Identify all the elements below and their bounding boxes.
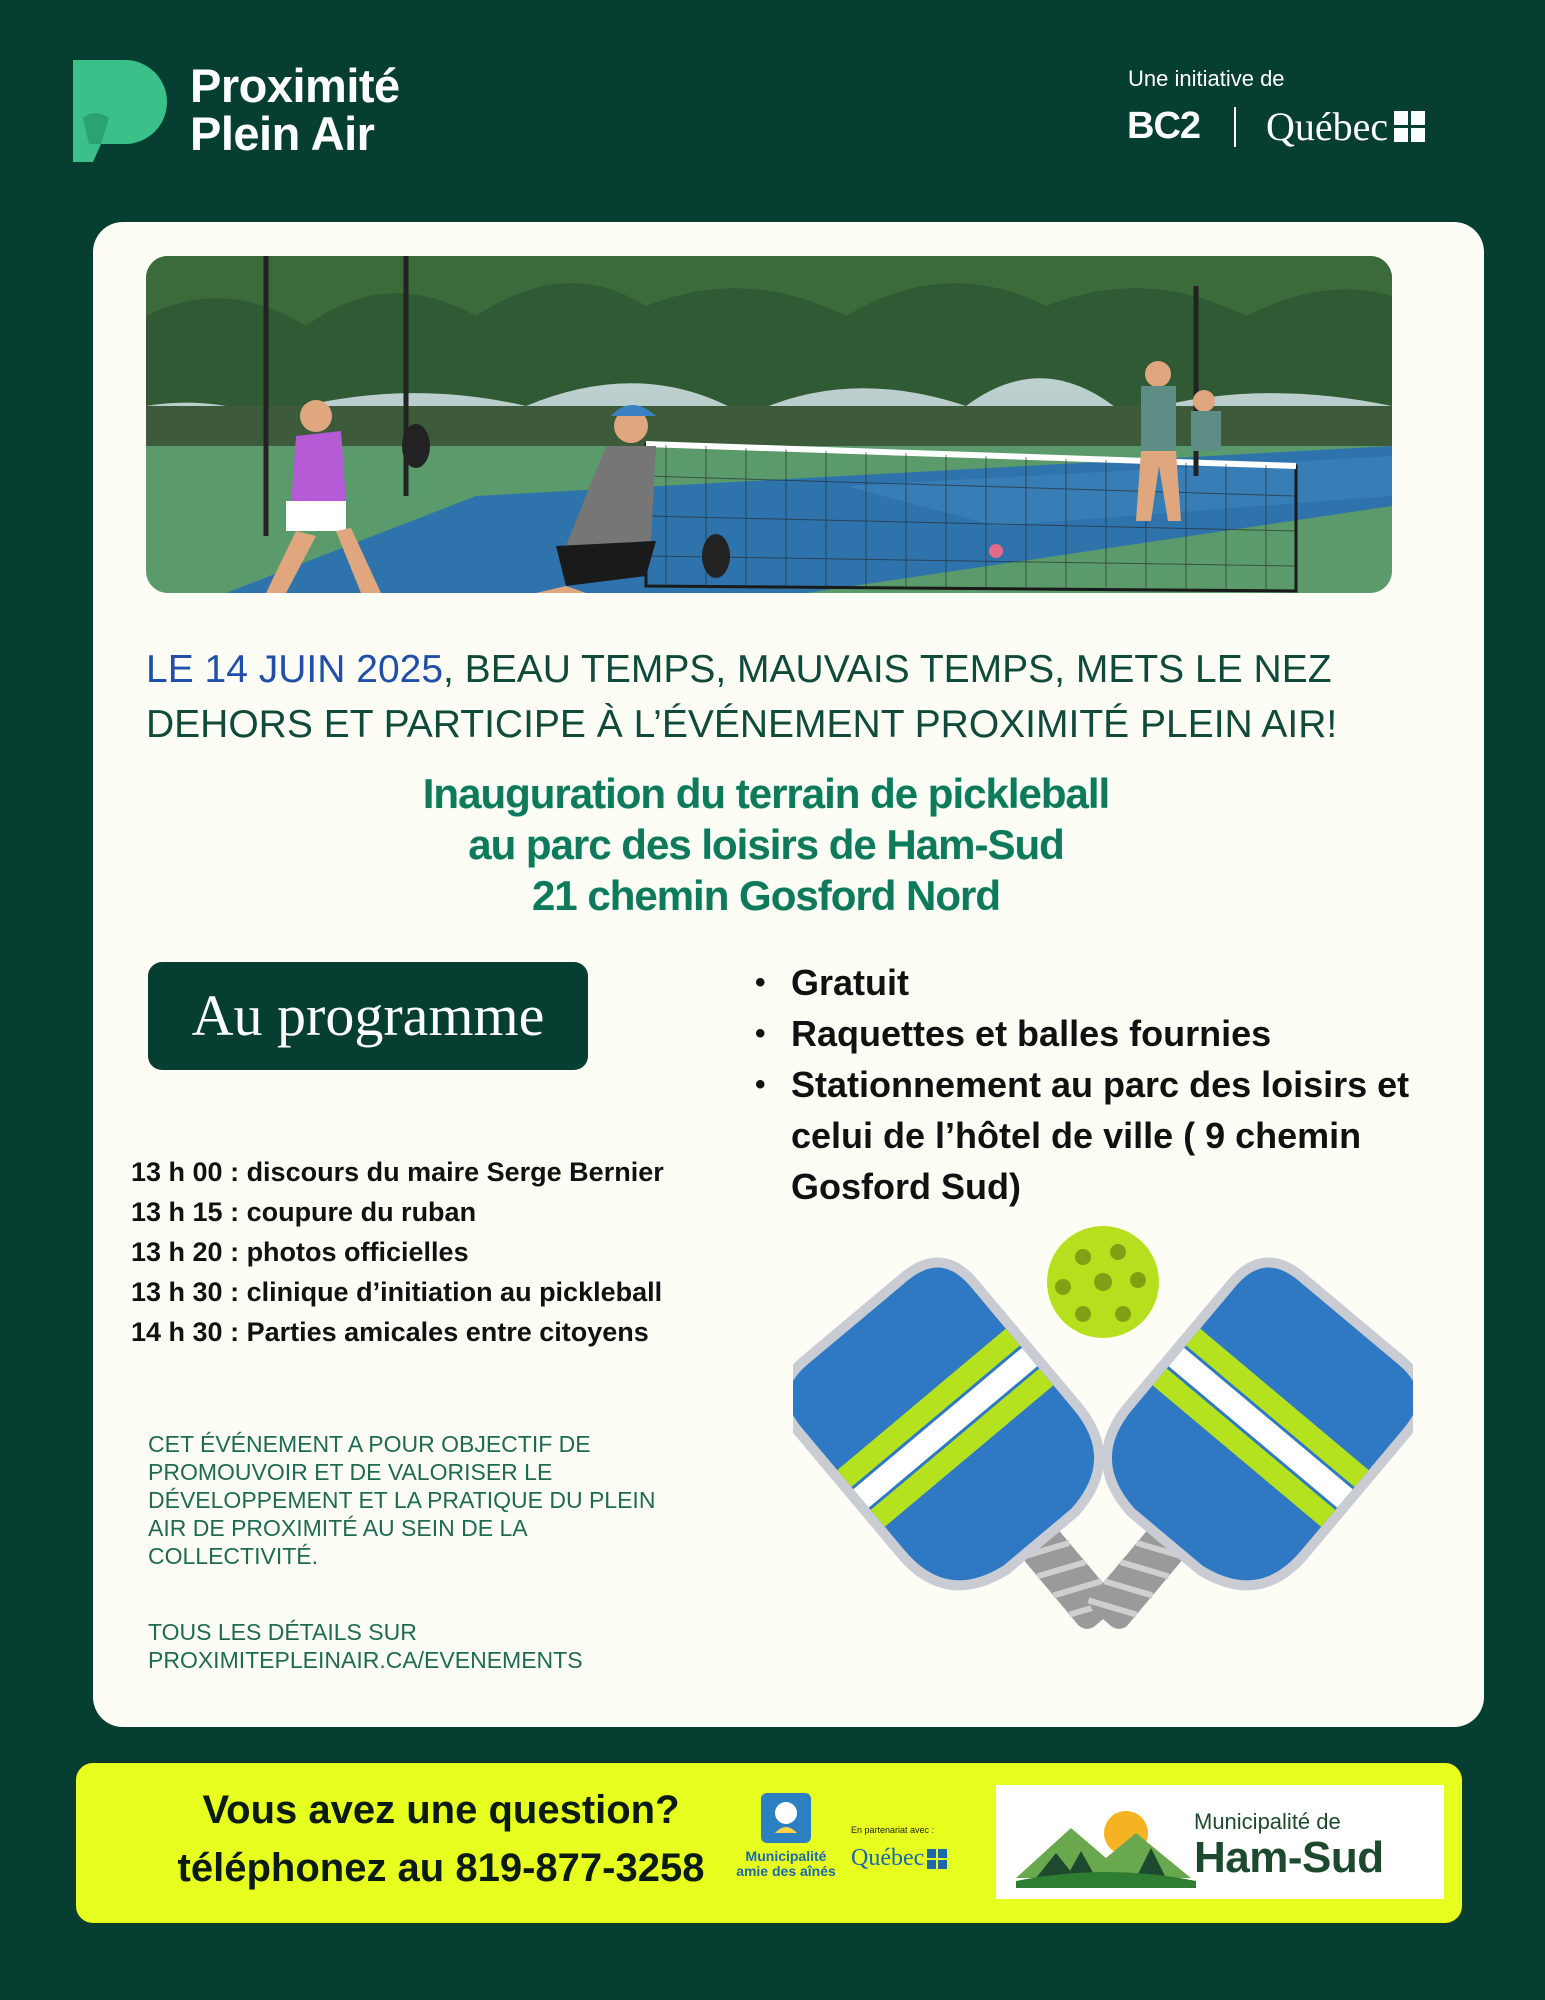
- schedule-text: photos officielles: [246, 1237, 469, 1267]
- details-line-1: TOUS LES DÉTAILS SUR: [148, 1619, 417, 1645]
- bullet-item: • Stationnement au parc des loisirs et celui de l’hôtel de ville ( 9 chemin Gosford Sud): [753, 1059, 1453, 1212]
- mada-logo: [731, 1793, 841, 1879]
- schedule-text: Parties amicales entre citoyens: [246, 1317, 649, 1347]
- mountains-icon: [1016, 1793, 1196, 1893]
- initiative-label: Une initiative de: [1128, 66, 1285, 91]
- subtitle-line-3: 21 chemin Gosford Nord: [531, 872, 1001, 919]
- schedule-text: discours du maire Serge Bernier: [246, 1157, 664, 1187]
- bullet-item: • Gratuit: [753, 957, 1453, 1008]
- event-objective: CET ÉVÉNEMENT A POUR OBJECTIF DE PROMOUVOIR ET DE VALORISER LE DÉVELOPPEMENT ET LA PRATIQUE DU PLEIN AIR DE PROXIMITÉ AU SEIN DE LA COLLECTIVITÉ.: [148, 1431, 656, 1569]
- schedule-time: 13 h 00: [131, 1157, 223, 1187]
- schedule-item: 13 h 20 : photos officielles: [131, 1237, 469, 1267]
- phone-line[interactable]: téléphonez au 819-877-3258: [177, 1846, 705, 1890]
- contact-question: [106, 1781, 776, 1897]
- partner-label: En partenariat avec :: [851, 1825, 935, 1835]
- subtitle-line-2: au parc des loisirs de Ham-Sud: [468, 821, 1064, 868]
- fleur-de-lys-icon: [1394, 111, 1425, 142]
- brand-line-2: Plein Air: [190, 107, 375, 160]
- divider: [1234, 107, 1236, 147]
- schedule-time: 14 h 30: [131, 1317, 223, 1347]
- mada-badge-icon: [761, 1793, 811, 1843]
- schedule-text: coupure du ruban: [246, 1197, 477, 1227]
- bc2-logo: BC2: [1127, 105, 1201, 147]
- schedule-time: 13 h 15: [131, 1197, 223, 1227]
- proximite-logo-icon: [73, 60, 167, 162]
- fleur-de-lys-icon: [927, 1849, 947, 1869]
- pickleball-paddles-icon: [793, 1222, 1413, 1672]
- schedule-item: 13 h 15 : coupure du ruban: [131, 1197, 477, 1227]
- schedule-list: [131, 1152, 664, 1352]
- event-card: [93, 222, 1484, 1727]
- details-url[interactable]: PROXIMITEPLEINAIR.CA/EVENEMENTS: [148, 1647, 583, 1673]
- program-heading: Au programme: [148, 962, 588, 1070]
- quebec-partner-logo: [851, 1825, 981, 1872]
- bullet-item: • Raquettes et balles fournies: [753, 1008, 1453, 1059]
- municipality-name: Ham-Sud: [1194, 1833, 1384, 1882]
- schedule-text: clinique d’initiation au pickleball: [246, 1277, 663, 1307]
- brand-line-1: Proximité: [190, 59, 400, 112]
- pickleball-photo: [146, 256, 1392, 593]
- quebec-logo: Québec: [1266, 104, 1389, 149]
- mada-line-2: amie des aînés: [736, 1863, 836, 1879]
- details-link[interactable]: [148, 1618, 668, 1674]
- quebec-label: Québec: [851, 1845, 925, 1871]
- mada-line-1: Municipalité: [745, 1848, 827, 1864]
- headline-text: , BEAU TEMPS, MAUVAIS TEMPS, METS LE NEZ DEHORS ET PARTICIPE À L’ÉVÉNEMENT PROXIMITÉ PLEIN AIR!: [146, 648, 1338, 746]
- schedule-item: 14 h 30 : Parties amicales entre citoyens: [131, 1317, 649, 1347]
- brand-name: [190, 59, 400, 160]
- event-subtitle: [93, 768, 1439, 921]
- schedule-time: 13 h 20: [131, 1237, 223, 1267]
- subtitle-line-1: Inauguration du terrain de pickleball: [422, 770, 1110, 817]
- ham-sud-logo: [996, 1785, 1444, 1899]
- municipality-label: Municipalité de: [1194, 1809, 1341, 1834]
- event-date: LE 14 JUIN 2025: [146, 648, 444, 691]
- schedule-item: 13 h 00 : discours du maire Serge Bernier: [131, 1157, 664, 1187]
- question-line-1: Vous avez une question?: [202, 1788, 680, 1832]
- schedule-time: 13 h 30: [131, 1277, 223, 1307]
- partner-logos: [1127, 103, 1425, 150]
- schedule-item: 13 h 30 : clinique d’initiation au pickleball: [131, 1277, 663, 1307]
- info-bullets: [753, 957, 1453, 1212]
- mada-text: [731, 1849, 841, 1879]
- event-headline: [146, 642, 1426, 752]
- contact-footer: [73, 1760, 1465, 1926]
